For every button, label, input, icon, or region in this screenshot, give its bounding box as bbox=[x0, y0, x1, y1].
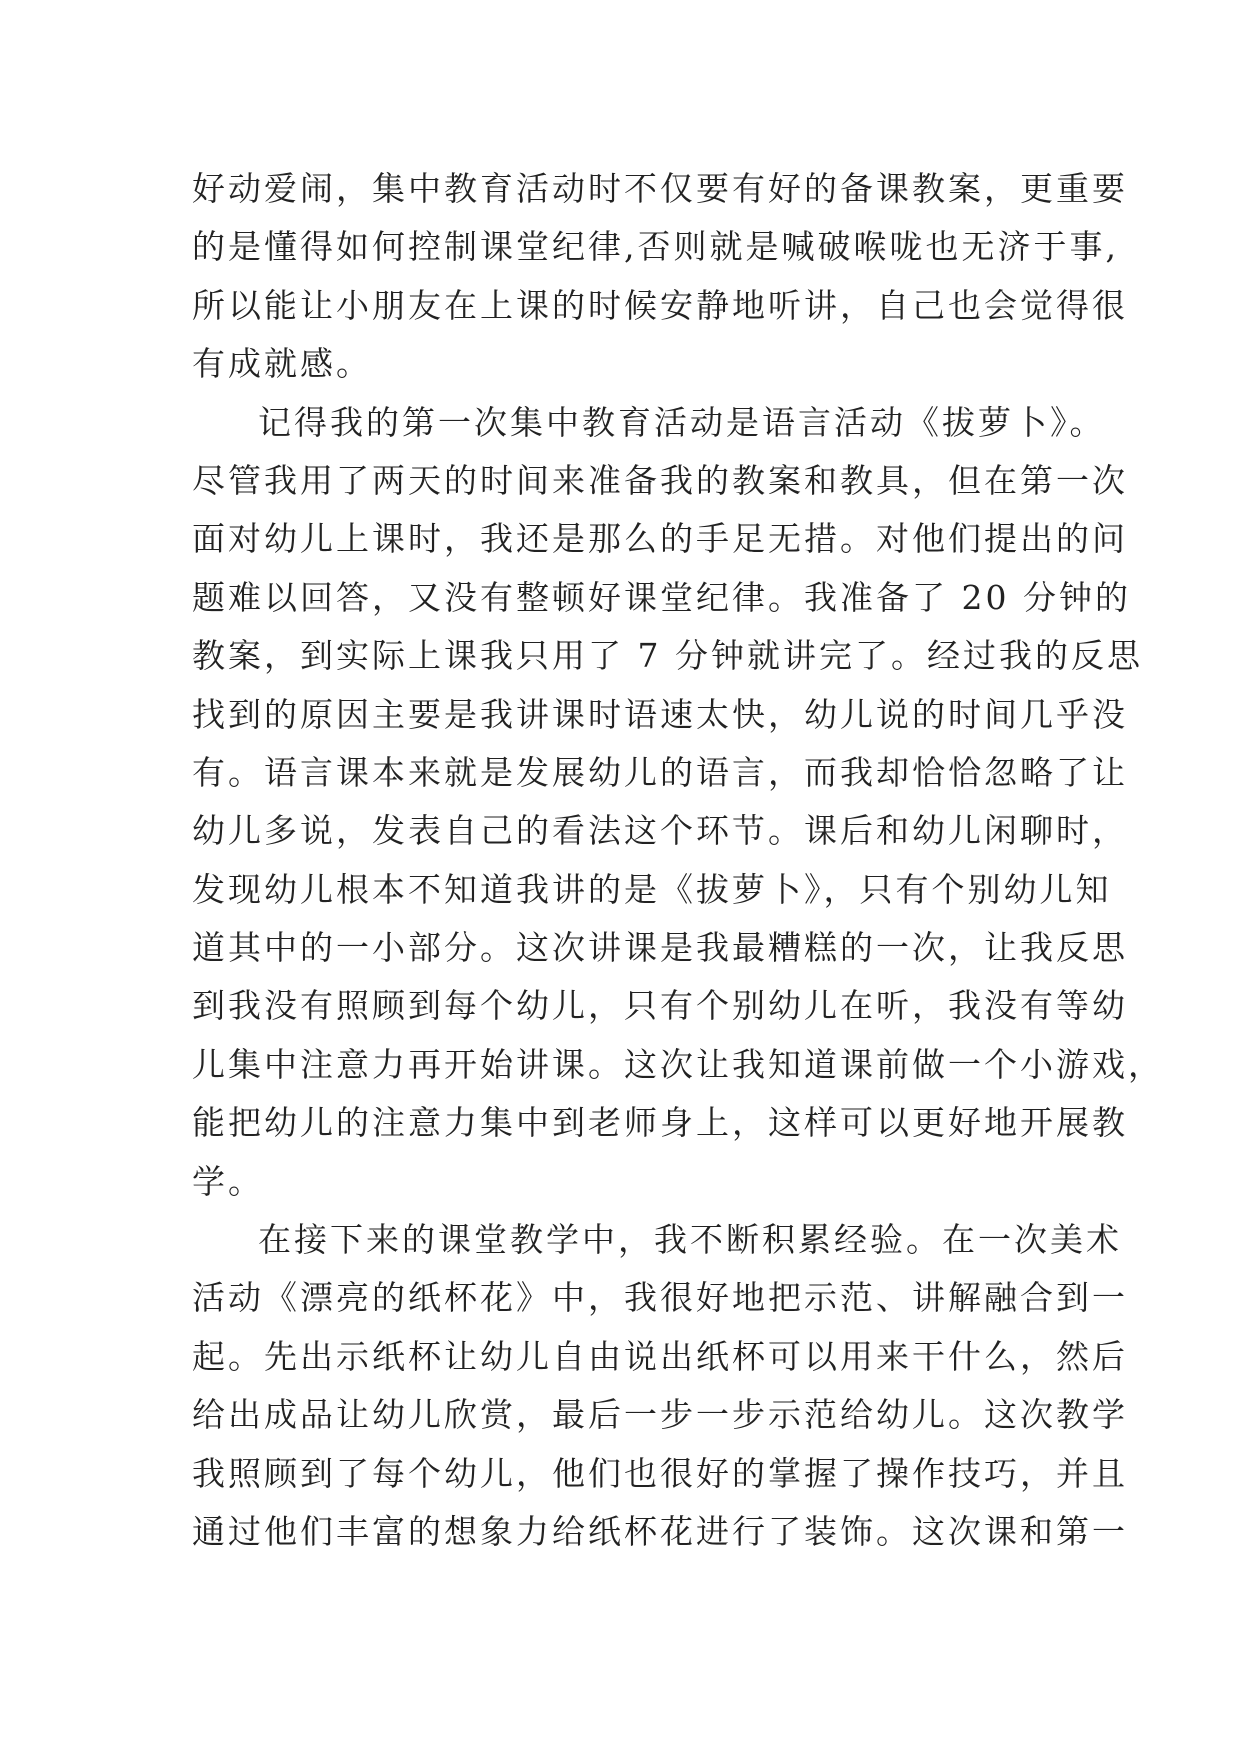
paragraph-2 bbox=[192, 394, 1164, 1211]
text-line: 幼儿多说，发表自己的看法这个环节。课后和幼儿闲聊时， bbox=[192, 811, 1128, 851]
text-line: 我照顾到了每个幼儿，他们也很好的掌握了操作技巧，并且 bbox=[192, 1453, 1128, 1493]
text-line: 的是懂得如何控制课堂纪律,否则就是喊破喉咙也无济于事, bbox=[192, 227, 1119, 267]
text-line: 在接下来的课堂教学中，我不断积累经验。在一次美术 bbox=[258, 1220, 1122, 1260]
text-line: 好动爱闹，集中教育活动时不仅要有好的备课教案，更重要 bbox=[192, 169, 1128, 208]
paragraph-1 bbox=[192, 160, 1128, 394]
text-line: 能把幼儿的注意力集中到老师身上，这样可以更好地开展教 bbox=[192, 1103, 1128, 1143]
text-line: 道其中的一小部分。这次讲课是我最糟糕的一次，让我反思 bbox=[192, 928, 1128, 968]
text-line: 给出成品让幼儿欣赏，最后一步一步示范给幼儿。这次教学 bbox=[192, 1395, 1128, 1435]
text-line: 记得我的第一次集中教育活动是语言活动《拔萝卜》。 bbox=[258, 402, 1106, 442]
text-line: 学。 bbox=[192, 1161, 264, 1201]
paragraph-3 bbox=[192, 1211, 1128, 1561]
text-line: 教案，到实际上课我只用了 7 分钟就讲完了。经过我的反思 bbox=[192, 636, 1143, 676]
text-line: 活动《漂亮的纸杯花》中，我很好地把示范、讲解融合到一 bbox=[192, 1278, 1128, 1318]
text-line: 尽管我用了两天的时间来准备我的教案和教具，但在第一次 bbox=[192, 460, 1128, 500]
text-line: 题难以回答，又没有整顿好课堂纪律。我准备了 20 分钟的 bbox=[192, 577, 1131, 617]
body-text bbox=[192, 160, 1164, 1561]
text-line: 有成就感。 bbox=[192, 344, 372, 384]
text-line: 儿集中注意力再开始讲课。这次让我知道课前做一个小游戏， bbox=[192, 1044, 1164, 1084]
text-line: 到我没有照顾到每个幼儿，只有个别幼儿在听，我没有等幼 bbox=[192, 986, 1128, 1026]
text-line: 所以能让小朋友在上课的时候安静地听讲，自己也会觉得很 bbox=[192, 285, 1128, 325]
text-line: 面对幼儿上课时，我还是那么的手足无措。对他们提出的问 bbox=[192, 519, 1128, 559]
text-line: 通过他们丰富的想象力给纸杯花进行了装饰。这次课和第一 bbox=[192, 1511, 1128, 1551]
text-line: 发现幼儿根本不知道我讲的是《拔萝卜》，只有个别幼儿知 bbox=[192, 869, 1112, 909]
text-line: 找到的原因主要是我讲课时语速太快，幼儿说的时间几乎没 bbox=[192, 694, 1128, 734]
text-line: 有。语言课本来就是发展幼儿的语言，而我却恰恰忽略了让 bbox=[192, 752, 1128, 792]
text-line: 起。先出示纸杯让幼儿自由说出纸杯可以用来干什么，然后 bbox=[192, 1336, 1128, 1376]
